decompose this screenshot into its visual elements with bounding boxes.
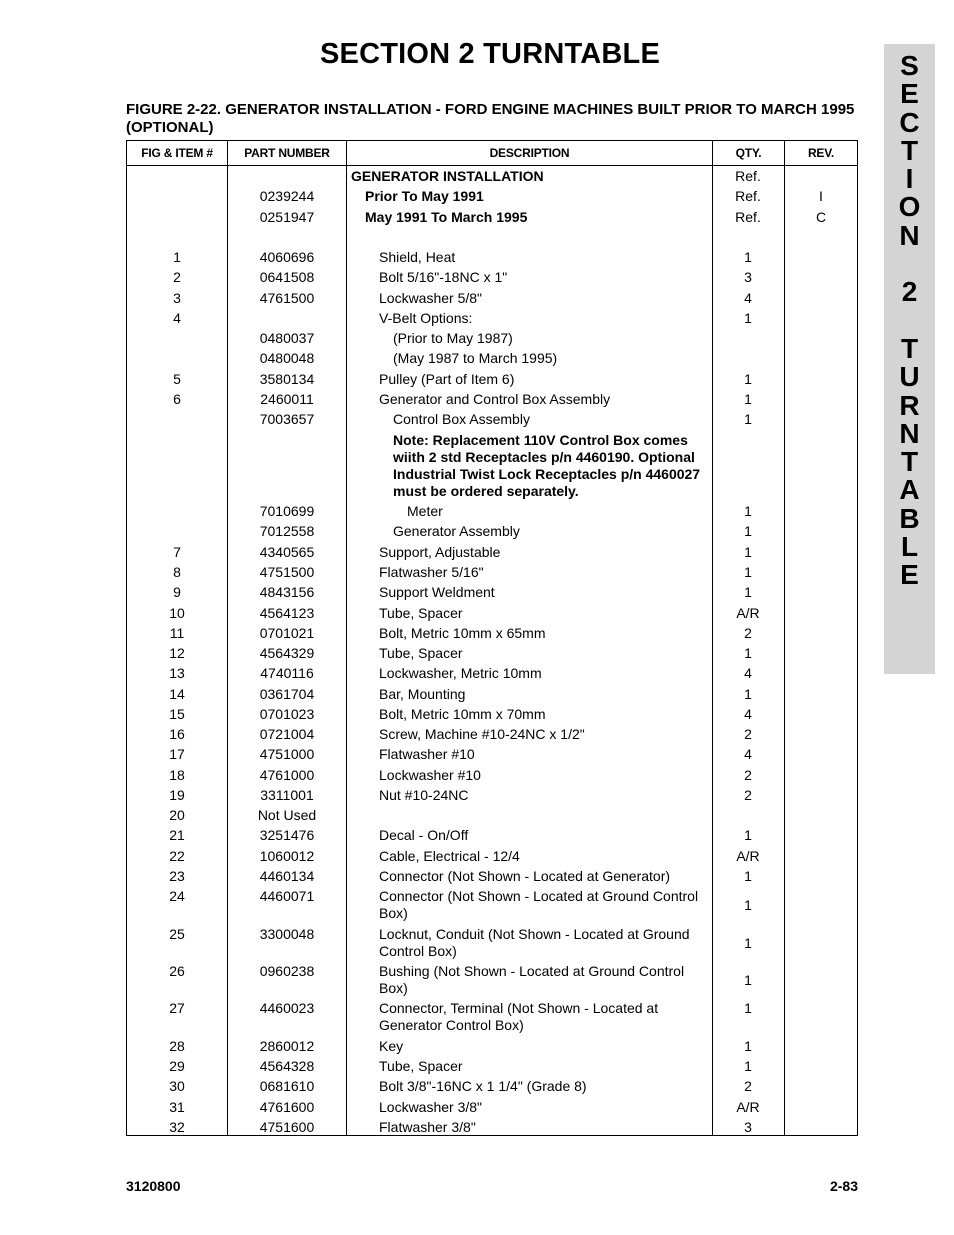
description-cell: (Prior to May 1987) xyxy=(393,330,513,346)
fig-item-cell: 16 xyxy=(169,726,185,742)
qty-cell: 1 xyxy=(744,249,752,265)
part-number-cell: 4564329 xyxy=(259,645,315,661)
part-number-cell: 4460134 xyxy=(259,868,315,884)
part-number-cell: 0480048 xyxy=(259,350,315,366)
part-number-cell: 0681610 xyxy=(259,1078,315,1094)
part-number-cell: 4564328 xyxy=(259,1058,315,1074)
description-cell: GENERATOR INSTALLATION xyxy=(351,168,544,184)
description-cell: Control Box Assembly xyxy=(393,411,530,427)
fig-item-cell: 19 xyxy=(169,787,185,803)
header-fig-item: FIG & ITEM # xyxy=(141,146,213,160)
description-cell: Tube, Spacer xyxy=(379,645,463,661)
qty-cell: 2 xyxy=(744,625,752,641)
part-number-cell: 4564123 xyxy=(259,605,315,621)
side-tab-letter: T xyxy=(900,134,919,166)
rev-cell: I xyxy=(819,188,823,204)
part-number-cell: 3300048 xyxy=(259,926,315,942)
section-title: SECTION 2 TURNTABLE xyxy=(320,38,660,70)
side-tab-letter: N xyxy=(899,417,920,449)
part-number-cell: 4751600 xyxy=(259,1119,315,1135)
part-number-cell: 4843156 xyxy=(259,584,315,600)
fig-item-cell: 7 xyxy=(173,544,181,560)
qty-cell: 1 xyxy=(744,503,752,519)
description-cell: Decal - On/Off xyxy=(379,827,469,843)
description-cell: Generator and Control Box Assembly xyxy=(379,391,611,407)
rev-cell: C xyxy=(815,209,827,225)
side-tab-letter: T xyxy=(900,446,919,478)
part-number-cell: 3580134 xyxy=(259,371,315,387)
side-tab-letter: L xyxy=(900,531,919,563)
qty-cell: 3 xyxy=(744,1119,752,1135)
fig-item-cell: 28 xyxy=(169,1038,185,1054)
description-cell: Flatwasher 5/16" xyxy=(379,564,484,580)
fig-item-cell: 20 xyxy=(169,807,185,823)
description-cell: Bolt 3/8"-16NC x 1 1/4" (Grade 8) xyxy=(379,1078,587,1094)
fig-item-cell: 8 xyxy=(173,564,181,580)
fig-item-cell: 1 xyxy=(173,249,181,265)
qty-cell: 1 xyxy=(744,371,752,387)
side-tab-letter: A xyxy=(899,474,920,506)
fig-item-cell: 14 xyxy=(169,686,185,702)
side-tab-letter: I xyxy=(905,163,914,195)
part-number-cell: 4761600 xyxy=(259,1099,315,1115)
header-qty: QTY. xyxy=(735,146,762,160)
part-number-cell: 4751500 xyxy=(259,564,315,580)
part-number-cell: 0239244 xyxy=(259,188,315,204)
qty-cell: A/R xyxy=(736,605,760,621)
description-cell: Connector, Terminal (Not Shown - Located at Generator Control Box) xyxy=(379,1000,659,1033)
header-rev: REV. xyxy=(807,146,835,160)
part-number-cell: 4761500 xyxy=(259,290,315,306)
part-number-cell: 4761000 xyxy=(259,767,315,783)
part-number-cell: 0480037 xyxy=(259,330,315,346)
side-tab-letter: S xyxy=(900,50,919,81)
parts-table xyxy=(126,140,858,1136)
description-cell: Lockwasher 5/8" xyxy=(379,290,483,306)
side-tab-letter xyxy=(884,250,935,278)
qty-cell: 3 xyxy=(744,269,752,285)
part-number-cell: 7012558 xyxy=(259,523,315,539)
part-number-cell: 0701021 xyxy=(259,625,315,641)
description-cell: Cable, Electrical - 12/4 xyxy=(379,848,520,864)
qty-cell: 1 xyxy=(744,868,752,884)
part-number-cell: 7010699 xyxy=(259,503,315,519)
qty-cell: 1 xyxy=(744,564,752,580)
qty-cell: 1 xyxy=(744,645,752,661)
part-number-cell: 2860012 xyxy=(259,1038,315,1054)
side-tab-letter: T xyxy=(900,332,919,364)
description-cell: V-Belt Options: xyxy=(379,310,473,326)
qty-cell: 1 xyxy=(744,1000,752,1016)
side-tab-letter: C xyxy=(899,106,920,138)
part-number-cell: 4460023 xyxy=(259,1000,315,1016)
qty-cell: Ref. xyxy=(735,168,761,184)
qty-cell: 4 xyxy=(744,290,752,306)
qty-cell: 1 xyxy=(744,897,752,913)
fig-item-cell: 26 xyxy=(169,963,185,979)
qty-cell: 4 xyxy=(744,706,752,722)
part-number-cell: 3251476 xyxy=(259,827,315,843)
part-number-cell: 0701023 xyxy=(259,706,315,722)
part-number-cell: 4460071 xyxy=(259,888,315,904)
fig-item-cell: 13 xyxy=(169,665,185,681)
description-cell: Tube, Spacer xyxy=(379,1058,463,1074)
description-cell: Generator Assembly xyxy=(393,523,520,539)
side-tab-letter: B xyxy=(899,502,920,534)
qty-cell: A/R xyxy=(736,848,760,864)
part-number-cell: 0721004 xyxy=(259,726,315,742)
part-number-cell: 0361704 xyxy=(259,686,315,702)
description-cell: Note: Replacement 110V Control Box comes wiith 2 std Receptacles p/n 4460190. Optional Industrial Twist Lock Receptacles p/n 4460027 must be ordered separately. xyxy=(393,432,701,499)
side-tab-letter: R xyxy=(899,389,920,421)
qty-cell: 1 xyxy=(744,935,752,951)
part-number-cell: 3311001 xyxy=(260,787,314,803)
side-tab-letter: E xyxy=(900,78,919,110)
header-part-number: PART NUMBER xyxy=(244,146,330,160)
qty-cell: 4 xyxy=(744,665,752,681)
description-cell: Support, Adjustable xyxy=(379,544,501,560)
fig-item-cell: 24 xyxy=(169,888,185,904)
qty-cell: 1 xyxy=(744,686,752,702)
fig-item-cell: 32 xyxy=(169,1119,185,1135)
description-cell: Bolt, Metric 10mm x 70mm xyxy=(379,706,546,722)
qty-cell: 2 xyxy=(744,726,752,742)
fig-item-cell: 6 xyxy=(173,391,181,407)
description-cell: Tube, Spacer xyxy=(379,605,463,621)
description-cell: Connector (Not Shown - Located at Ground Control Box) xyxy=(379,888,699,921)
side-tab-letter: N xyxy=(899,219,920,251)
fig-item-cell: 15 xyxy=(169,706,185,722)
qty-cell: A/R xyxy=(736,1099,760,1115)
fig-item-cell: 22 xyxy=(169,848,185,864)
section-side-tab xyxy=(884,44,935,674)
fig-item-cell: 21 xyxy=(169,827,185,843)
qty-cell: 1 xyxy=(744,1058,752,1074)
qty-cell: 1 xyxy=(744,544,752,560)
fig-item-cell: 5 xyxy=(173,371,181,387)
qty-cell: 1 xyxy=(744,523,752,539)
description-cell: Lockwasher #10 xyxy=(379,767,481,783)
description-cell: Bolt, Metric 10mm x 65mm xyxy=(379,625,546,641)
table-header xyxy=(127,141,857,166)
qty-cell: 1 xyxy=(744,827,752,843)
fig-item-cell: 11 xyxy=(169,625,185,641)
part-number-cell: 4060696 xyxy=(259,249,315,265)
description-cell: Bushing (Not Shown - Located at Ground Control Box) xyxy=(379,963,685,996)
qty-cell: 1 xyxy=(744,1038,752,1054)
side-tab-letter: U xyxy=(899,361,920,393)
description-cell: Lockwasher, Metric 10mm xyxy=(379,665,542,681)
qty-cell: 1 xyxy=(744,972,752,988)
part-number-cell: 4751000 xyxy=(259,746,315,762)
part-number-cell: 4740116 xyxy=(260,665,314,681)
qty-cell: Ref. xyxy=(735,209,761,225)
description-cell: Support Weldment xyxy=(379,584,495,600)
part-number-cell: 0251947 xyxy=(259,209,315,225)
fig-item-cell: 18 xyxy=(169,767,185,783)
qty-cell: Ref. xyxy=(735,188,761,204)
fig-item-cell: 12 xyxy=(169,645,185,661)
description-cell: Screw, Machine #10-24NC x 1/2" xyxy=(379,726,585,742)
fig-item-cell: 31 xyxy=(169,1099,185,1115)
document-number: 3120800 xyxy=(126,1178,181,1194)
fig-item-cell: 9 xyxy=(173,584,181,600)
description-cell: Key xyxy=(379,1038,404,1054)
part-number-cell: 2460011 xyxy=(260,391,314,407)
description-cell: Connector (Not Shown - Located at Generator) xyxy=(379,868,671,884)
description-cell: Bolt 5/16"-18NC x 1" xyxy=(379,269,508,285)
fig-item-cell: 29 xyxy=(169,1058,185,1074)
part-number-cell: Not Used xyxy=(257,807,317,823)
fig-item-cell: 27 xyxy=(169,1000,185,1016)
part-number-cell: 4340565 xyxy=(259,544,315,560)
description-cell: Prior To May 1991 xyxy=(365,188,484,204)
fig-item-cell: 25 xyxy=(169,926,185,942)
part-number-cell: 1060012 xyxy=(259,848,315,864)
side-tab-letter: 2 xyxy=(901,276,918,308)
qty-cell: 2 xyxy=(744,767,752,783)
fig-item-cell: 30 xyxy=(169,1078,185,1094)
description-cell: (May 1987 to March 1995) xyxy=(393,350,558,366)
description-cell: Lockwasher 3/8" xyxy=(379,1099,483,1115)
fig-item-cell: 4 xyxy=(173,310,181,326)
side-tab-letter: O xyxy=(898,191,921,223)
qty-cell: 1 xyxy=(744,411,752,427)
fig-item-cell: 2 xyxy=(173,269,181,285)
description-cell: Pulley (Part of Item 6) xyxy=(379,371,515,387)
side-tab-letter: E xyxy=(900,559,919,591)
qty-cell: 2 xyxy=(744,787,752,803)
part-number-cell: 7003657 xyxy=(259,411,315,427)
description-cell: Flatwasher #10 xyxy=(379,746,475,762)
header-description: DESCRIPTION xyxy=(489,146,570,160)
description-cell: Meter xyxy=(407,503,443,519)
fig-item-cell: 10 xyxy=(169,605,185,621)
qty-cell: 1 xyxy=(744,310,752,326)
description-cell: Nut #10-24NC xyxy=(379,787,469,803)
qty-cell: 2 xyxy=(744,1078,752,1094)
description-cell: Flatwasher 3/8" xyxy=(379,1119,476,1135)
qty-cell: 1 xyxy=(744,391,752,407)
description-cell: Shield, Heat xyxy=(379,249,456,265)
part-number-cell: 0960238 xyxy=(259,963,315,979)
description-cell: Bar, Mounting xyxy=(379,686,466,702)
fig-item-cell: 23 xyxy=(169,868,185,884)
qty-cell: 4 xyxy=(744,746,752,762)
part-number-cell: 0641508 xyxy=(259,269,315,285)
page-number: 2-83 xyxy=(829,1178,858,1194)
description-cell: Locknut, Conduit (Not Shown - Located at Ground Control Box) xyxy=(379,926,690,959)
qty-cell: 1 xyxy=(744,584,752,600)
figure-title: FIGURE 2-22. GENERATOR INSTALLATION - FORD ENGINE MACHINES BUILT PRIOR TO MARCH 1995 (OPTIONAL) xyxy=(126,101,855,136)
side-tab-letter xyxy=(884,307,935,335)
fig-item-cell: 17 xyxy=(169,746,185,762)
description-cell: May 1991 To March 1995 xyxy=(365,209,528,225)
fig-item-cell: 3 xyxy=(173,290,181,306)
